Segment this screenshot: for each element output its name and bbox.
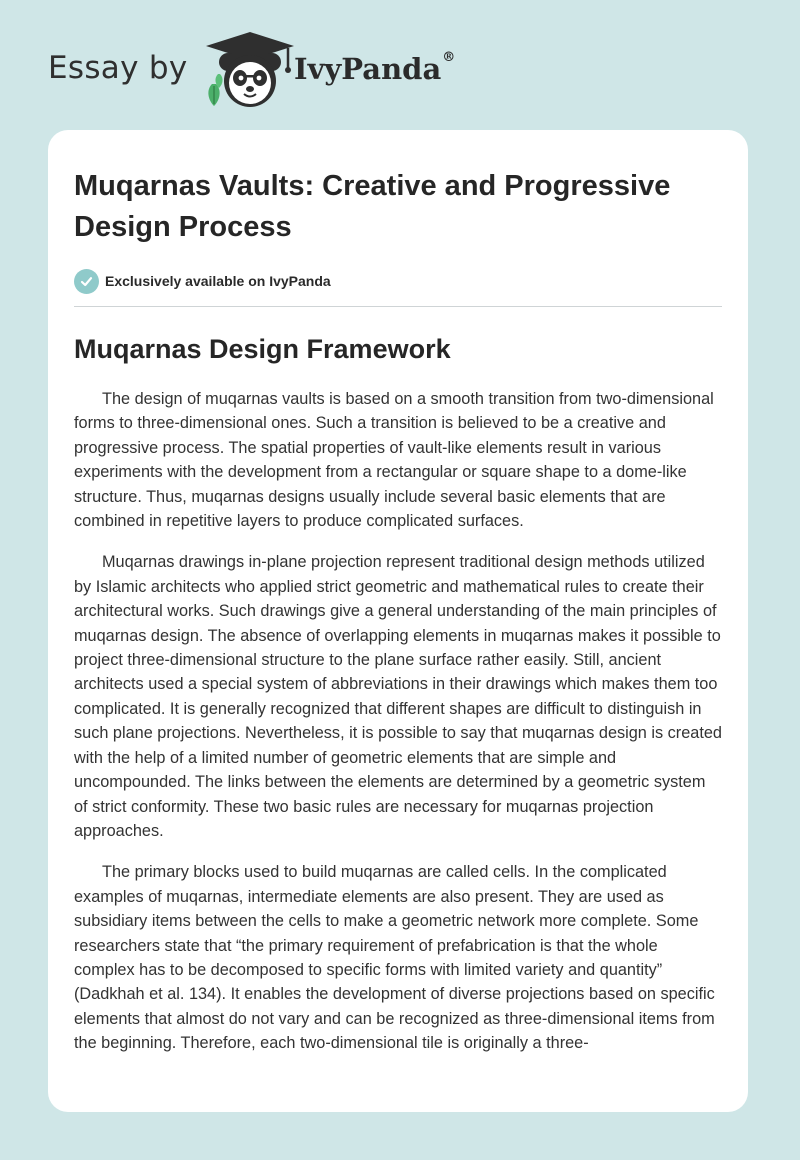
registered-mark: ®: [442, 50, 456, 65]
check-circle-icon: [74, 269, 99, 294]
paragraph: Muqarnas drawings in-plane projection represent traditional design methods utilized by Islamic architects who applied strict geometric and mathematical rules to create their architectural works. Such drawings give a general understanding of the main principles of muqarnas design. The absence of overlapping elements in muqarnas makes it possible to project three-dimensional structure to the plane surface rather easily. Still, ancient architects used a special system of abbreviations in their drawings which makes them too complicated. It is generally recognized that different shapes are difficult to distinguish in such plane projections. Nevertheless, it is possible to say that muqarnas design is created with the help of a limited number of geometric elements that are simple and uncompounded. The links between the elements are determined by a geometric system of strict conformity. These two basic rules are necessary for muqarnas projection approaches.: [74, 553, 722, 840]
brand-name[interactable]: IvyPanda®: [294, 50, 456, 86]
panda-logo-icon[interactable]: [202, 28, 298, 112]
brand-header: [48, 28, 468, 112]
essay-content: [74, 130, 722, 1056]
essay-card: [48, 130, 748, 1112]
paragraph: The design of muqarnas vaults is based on a smooth transition from two-dimensional forms to three-dimensional ones. Such a transition is believed to be a creative and progressive process. The spatial properties of vault-like elements result in various experiments with the development from a rectangular or square shape to a dome-like structure. Thus, muqarnas designs usually include several basic elements that are combined in repetitive layers to produce complicated surfaces.: [74, 390, 714, 531]
exclusive-badge: [74, 268, 722, 294]
page-title: Muqarnas Vaults: Creative and Progressive Design Process: [74, 170, 671, 243]
section-heading: Muqarnas Design Framework: [74, 334, 451, 364]
ivy-leaf-icon: [208, 74, 222, 106]
divider: [74, 306, 722, 307]
brand-prefix: Essay by: [48, 50, 188, 86]
badge-text: Exclusively available on IvyPanda: [105, 273, 331, 289]
paragraph: The primary blocks used to build muqarnas are called cells. In the complicated examples of muqarnas, intermediate elements are also present. They are used as subsidiary items between the cells to make a geometric network more complete. Some researchers state that “the primary requirement of prefabrication is that the whole complex has to be decomposed to specific forms with limited variety and quantity” (Dadkhah et al. 134). It enables the development of diverse projections based on specific elements that almost do not vary and can be recognized as three-dimensional items from the beginning. Therefore, each two-dimensional tile is originally a three-: [74, 863, 715, 1053]
